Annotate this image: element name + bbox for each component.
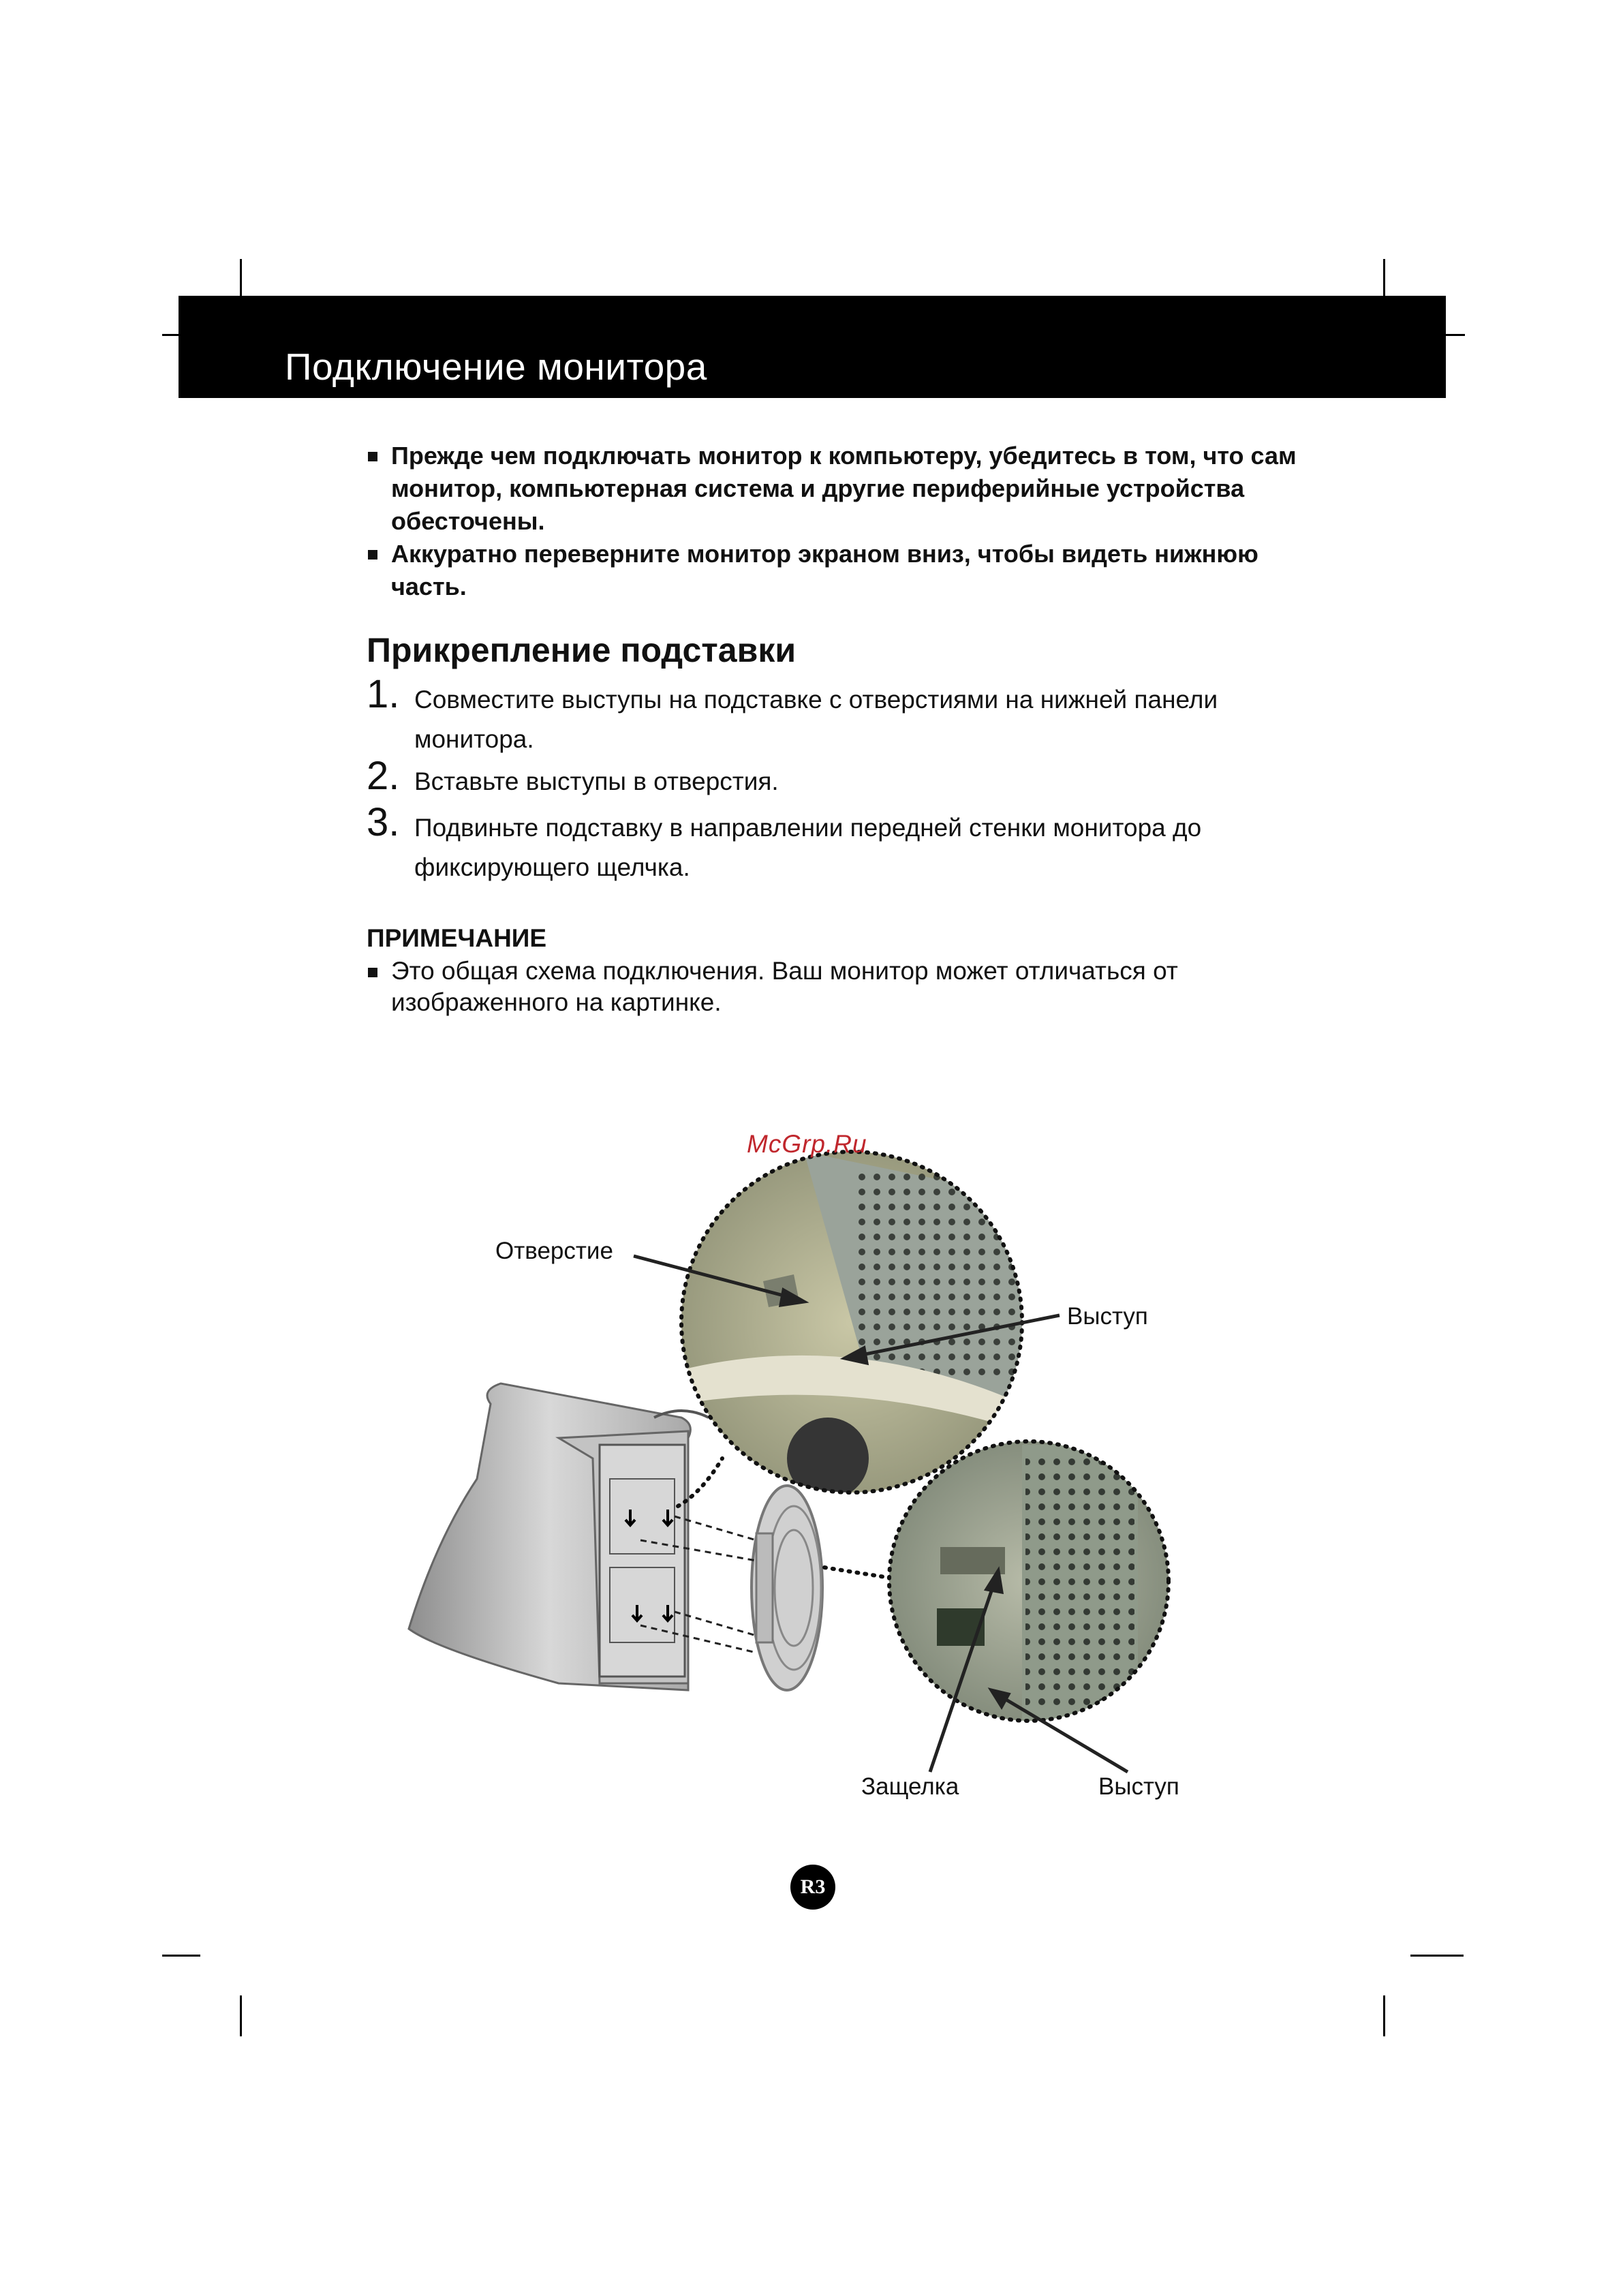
step-number: 1. (367, 672, 400, 716)
step-number: 2. (367, 754, 400, 798)
step-text: Совместите выступы на подставке с отверстиями на нижней панели монитора. (414, 686, 1218, 753)
intro-item: Аккуратно переверните монитор экраном вниз, чтобы видеть нижнюю часть. (367, 538, 1320, 603)
monitor-illustration (409, 1383, 709, 1690)
step-text: Подвиньте подставку в направлении передней стенки монитора до фиксирующего щелчка. (414, 814, 1202, 881)
callout-latch: Защелка (861, 1773, 959, 1800)
note-heading: ПРИМЕЧАНИЕ (367, 924, 547, 952)
zoom-detail-bottom (889, 1441, 1169, 1724)
callout-tab-top: Выступ (1067, 1303, 1148, 1330)
zoom-detail-top (681, 1152, 1036, 1499)
intro-item: Прежде чем подключать монитор к компьютеру, убедитесь в том, что сам монитор, компьютерная система и другие периферийные устройства обесточены. (367, 440, 1320, 538)
step-text: Вставьте выступы в отверстия. (414, 767, 779, 795)
section-title: Прикрепление подставки (367, 631, 797, 669)
page-number-badge: R3 (790, 1865, 835, 1910)
watermark-label: McGrp.Ru (747, 1130, 867, 1158)
step-number: 3. (367, 800, 400, 844)
callout-hole: Отверстие (495, 1238, 613, 1264)
callout-tab-bottom: Выступ (1098, 1773, 1179, 1800)
stand-illustration (752, 1486, 822, 1690)
note-item: Это общая схема подключения. Ваш монитор может отличаться от изображенного на картинке. (367, 955, 1334, 1018)
page-title: Подключение монитора (285, 346, 707, 388)
